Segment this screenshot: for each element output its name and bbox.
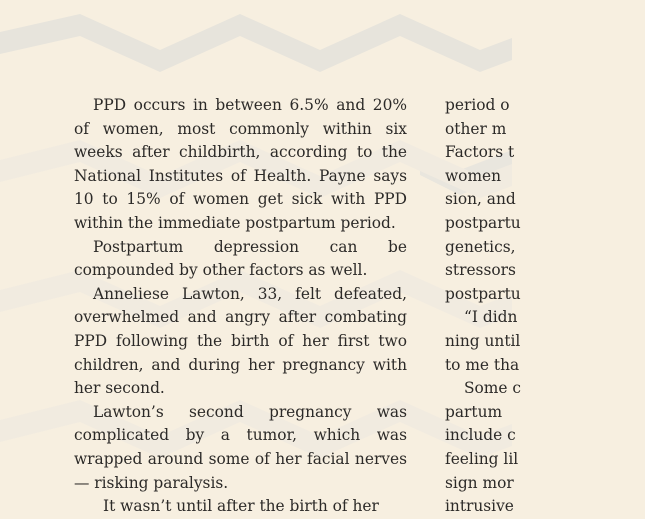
paragraph-anneliese-lawton: Anneliese Lawton, 33, felt defeated, overwhelmed and angry after combating PPD following the birth of her first two children, and during her pregnancy with her second. (74, 284, 407, 398)
article-column-left (74, 94, 407, 519)
right-column-line: include c (445, 426, 516, 445)
right-column-line: “I didn (464, 308, 518, 327)
right-column-line: sion, and (445, 190, 516, 209)
right-column-line: feeling lil (445, 449, 519, 468)
paragraph-after-birth: It wasn’t until after the birth of her (103, 497, 379, 516)
right-column-line: other m (445, 119, 507, 138)
right-column-line: genetics, (445, 237, 516, 256)
right-column-line: partum (445, 402, 503, 421)
right-column-line: sign mor (445, 473, 514, 492)
right-column-line: ning until (445, 331, 521, 350)
right-column-line: postpartu (445, 284, 521, 303)
right-column-line: postpartu (445, 213, 521, 232)
paragraph-compounded-factors: Postpartum depression can be compounded by other factors as well. (74, 237, 407, 280)
article-column-right (445, 94, 645, 519)
right-column-line: period o (445, 96, 510, 114)
paragraph-second-pregnancy: Lawton’s second pregnancy was complicated by a tumor, which was wrapped around some of her facial nerves— risking paralysis. (74, 402, 407, 492)
right-column-line: intrusive (445, 497, 514, 516)
right-column-line: Factors t (445, 143, 515, 162)
right-column-line: stressors (445, 261, 516, 280)
right-column-line: Some c (464, 379, 522, 398)
right-column-line: women (445, 166, 502, 185)
paragraph-ppd-statistics: PPD occurs in between 6.5% and 20% of women, most commonly within six weeks after childbirth, according to the National Institutes of Health. Payne says 10 to 15% of women get sick with PPD within the immediate postpartum period. (74, 96, 407, 232)
right-column-line: to me tha (445, 355, 520, 374)
